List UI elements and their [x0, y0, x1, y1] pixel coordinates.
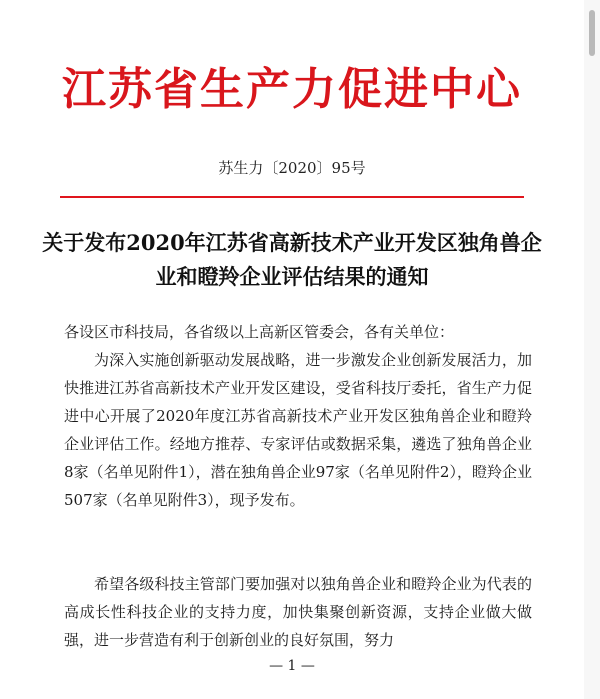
- document-title: 关于发布2020年江苏省高新技术产业开发区独角兽企业和瞪羚企业评估结果的通知: [42, 230, 542, 289]
- salutation: 各设区市科技局，各省级以上高新区管委会，各有关单位：: [64, 323, 455, 341]
- vertical-scrollbar[interactable]: [584, 0, 600, 699]
- red-divider: [60, 196, 524, 198]
- page-number: — 1 —: [269, 658, 315, 674]
- scrollbar-thumb[interactable]: [589, 10, 595, 56]
- body-paragraph-1: 为深入实施创新驱动发展战略，进一步激发企业创新发展活力，加快推进江苏省高新技术产业开发区建设，受省科技厅委托，省生产力促进中心开展了2020年度江苏省高新技术产业开发区独角兽企业和瞪羚企业评估工作。经地方推荐、专家评估或数据采集，遴选了独角兽企业8家（名单见附件1），潜在独角兽企业97家（名单见附件2），瞪羚企业507家（名单见附件3），现予发布。: [64, 351, 532, 509]
- document-number: 苏生力〔2020〕95号: [218, 159, 366, 177]
- organization-header: 江苏省生产力促进中心: [62, 64, 522, 115]
- body-paragraph-2: 希望各级科技主管部门要加强对以独角兽企业和瞪羚企业为代表的高成长性科技企业的支持力度，加快集聚创新资源，支持企业做大做强，进一步营造有利于创新创业的良好氛围，努力: [64, 575, 532, 649]
